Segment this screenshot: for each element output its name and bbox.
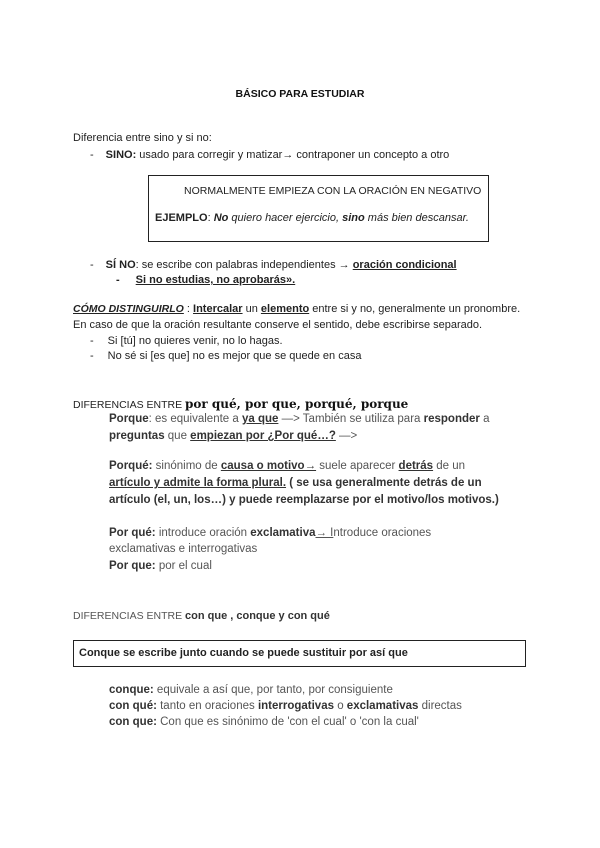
sino-section-heading: Diferencia entre sino y si no: xyxy=(73,132,212,144)
sino-box-line1: NORMALMENTE EMPIEZA CON LA ORACIÓN EN NEGATIVO xyxy=(184,185,482,197)
porque-line1 xyxy=(109,413,489,425)
si-no-term: SÍ NO xyxy=(105,259,136,271)
con-que-item xyxy=(109,716,419,728)
t: equivale a así que, por tanto, por consiguiente xyxy=(153,684,393,696)
example-label: EJEMPLO xyxy=(155,212,208,224)
t: ntroduce oraciones xyxy=(333,527,432,539)
page-title: BÁSICO PARA ESTUDIAR xyxy=(235,88,365,100)
dash: - xyxy=(90,350,94,362)
t: a xyxy=(479,413,490,425)
example-mid: quiero hacer ejercicio, xyxy=(228,212,343,224)
distinguish-example-2 xyxy=(90,350,361,362)
exclamativas: exclamativas xyxy=(346,700,419,712)
responder: responder xyxy=(423,413,480,425)
arrow: → I xyxy=(315,527,334,539)
t: Con que es sinónimo de 'con el cual' o 'con la cual' xyxy=(156,716,419,728)
distinguish-line2: En caso de que la oración resultante conserve el sentido, debe escribirse separado. xyxy=(73,319,483,331)
distinguish-line1 xyxy=(73,303,520,315)
sino-item xyxy=(90,149,449,161)
example-colon: : xyxy=(207,212,214,224)
t: sinónimo de xyxy=(152,460,221,472)
detras: detrás xyxy=(398,460,434,472)
sino-term: SINO: xyxy=(105,149,137,161)
dash: - xyxy=(90,149,94,161)
porque-noun-line3: artículo (el, un, los…) y puede reemplazarse por el motivo/los motivos.) xyxy=(109,494,499,506)
example-text: No sé si [es que] no es mejor que se quede en casa xyxy=(107,350,362,362)
con-que-term: con que: xyxy=(109,716,157,728)
por-que-term: Por que: xyxy=(109,560,156,572)
example-text: Si [tú] no quieres venir, no lo hagas. xyxy=(107,335,283,347)
t: : es equivalente a xyxy=(148,413,242,425)
con-que-q-item xyxy=(109,700,462,712)
si-no-text: : se escribe con palabras independientes → xyxy=(135,259,353,271)
heading-terms: con que , conque y con qué xyxy=(185,610,330,622)
conque-section-heading xyxy=(73,610,330,622)
si-no-item xyxy=(90,259,457,271)
conque-term: conque: xyxy=(109,684,154,696)
example-sino: sino xyxy=(342,212,365,224)
t: de un xyxy=(433,460,466,472)
si-no-link: oración condicional xyxy=(352,259,457,271)
dash: - xyxy=(116,274,120,286)
por-que-q-line1 xyxy=(109,527,431,539)
distinguish-example-1 xyxy=(90,335,283,347)
conque-item xyxy=(109,684,393,696)
empiezan-por: empiezan por ¿Por qué…? xyxy=(190,430,336,442)
distinguish-un: un xyxy=(242,303,261,315)
t: que xyxy=(164,430,191,442)
porque-line2 xyxy=(109,430,357,442)
articulo-plural: artículo y admite la forma plural. xyxy=(109,477,287,489)
t: —> También se utiliza para xyxy=(278,413,424,425)
ya-que: ya que xyxy=(241,413,279,425)
t: por el cual xyxy=(155,560,212,572)
heading-prefix: DIFERENCIAS ENTRE xyxy=(73,610,186,622)
dash: - xyxy=(90,335,94,347)
sino-box-example xyxy=(155,212,469,224)
si-no-example-text: Si no estudias, no aprobarás». xyxy=(135,274,296,286)
t: directas xyxy=(418,700,462,712)
dash: - xyxy=(90,259,94,271)
t: ( se usa generalmente detrás de un xyxy=(286,477,482,489)
t: o xyxy=(334,700,347,712)
t: introduce oración xyxy=(155,527,251,539)
t: tanto en oraciones xyxy=(156,700,258,712)
por-que-q-line2: exclamativas e interrogativas xyxy=(109,543,258,555)
distinguish-rest: entre si y no, generalmente un pronombre. xyxy=(309,303,521,315)
porque-noun-line2 xyxy=(109,477,482,489)
porque-section-heading xyxy=(73,397,408,411)
elemento: elemento xyxy=(260,303,310,315)
heading-prefix: DIFERENCIAS ENTRE xyxy=(73,399,186,411)
con-que-q-term: con qué: xyxy=(109,700,157,712)
porque-noun-line1 xyxy=(109,460,465,472)
causa-motivo: causa o motivo→ xyxy=(220,460,317,472)
example-end: más bien descansar. xyxy=(364,212,469,224)
t: suele aparecer xyxy=(316,460,399,472)
exclamativa: exclamativa xyxy=(250,527,316,539)
interrogativas: interrogativas xyxy=(257,700,334,712)
example-no: No xyxy=(213,212,229,224)
distinguish-label: CÓMO DISTINGUIRLO xyxy=(73,303,184,315)
distinguish-colon: : xyxy=(183,303,194,315)
intercalar: Intercalar xyxy=(193,303,243,315)
porque-term: Porque xyxy=(109,413,149,425)
conque-box-text: Conque se escribe junto cuando se puede sustituir por así que xyxy=(79,647,408,659)
por-que-line xyxy=(109,560,212,572)
si-no-example xyxy=(116,274,295,286)
sino-text: usado para corregir y matizar→ contraponer un concepto a otro xyxy=(136,149,450,161)
heading-terms: por qué, por que, porqué, porque xyxy=(185,397,409,411)
por-que-q-term: Por qué: xyxy=(109,527,156,539)
t: —> xyxy=(335,430,358,442)
porque-noun-term: Porqué: xyxy=(109,460,153,472)
preguntas: preguntas xyxy=(109,430,165,442)
